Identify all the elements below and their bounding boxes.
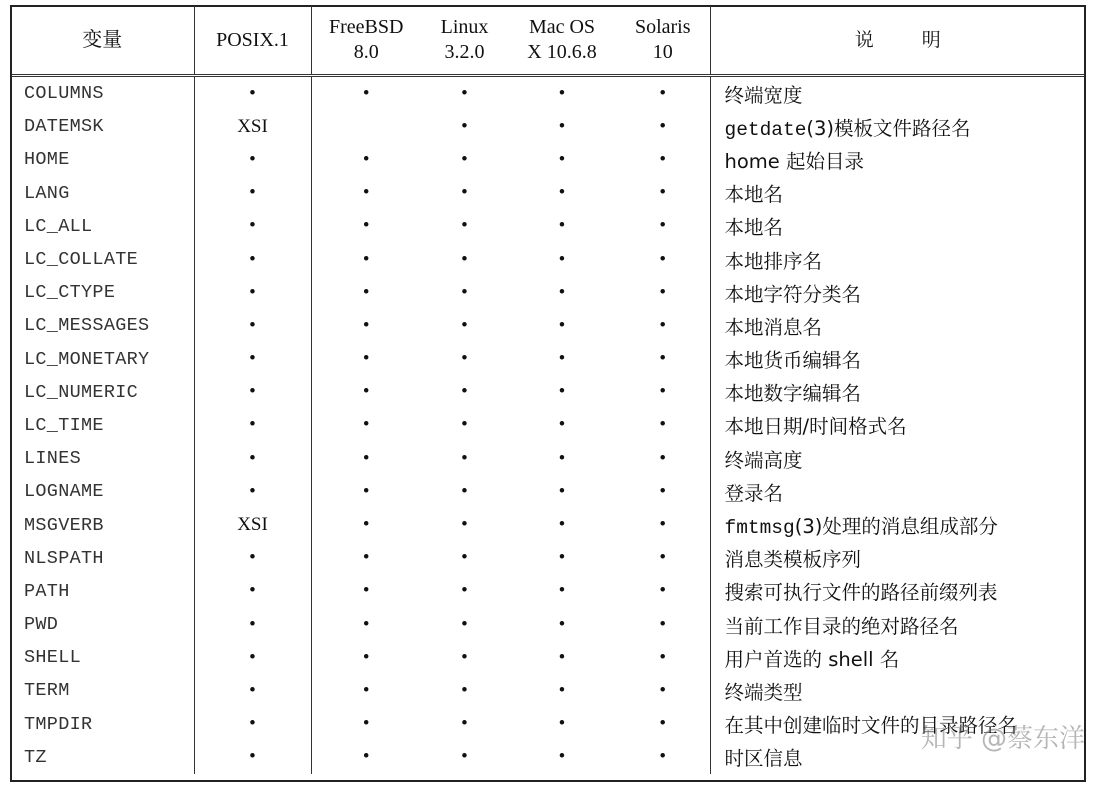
- variable-name: LINES: [24, 448, 82, 470]
- table-row: [11, 376, 1085, 409]
- freebsd-support: •: [311, 376, 421, 409]
- posix-support: •: [194, 309, 311, 342]
- description: 终端高度: [710, 442, 1085, 475]
- variable-name: LC_MESSAGES: [24, 315, 150, 337]
- freebsd-support: •: [311, 276, 421, 309]
- function-name: fmtmsg: [724, 517, 795, 540]
- freebsd-support: •: [311, 76, 421, 111]
- watermark: 知乎 @蔡东洋: [920, 724, 1085, 754]
- freebsd-support: •: [311, 608, 421, 641]
- posix-support: •: [194, 409, 311, 442]
- solaris-support: •: [659, 82, 667, 104]
- variable-name: LC_ALL: [24, 215, 93, 237]
- description: 搜索可执行文件的路径前缀列表: [710, 575, 1085, 608]
- variable-name: HOME: [24, 149, 70, 171]
- description: [710, 508, 1085, 541]
- freebsd-support: •: [311, 708, 421, 741]
- freebsd-support: •: [311, 143, 421, 176]
- macos-support: •: [558, 148, 566, 170]
- linux-support: •: [461, 514, 468, 536]
- variable-name: DATEMSK: [24, 116, 104, 138]
- solaris-support: •: [659, 447, 667, 469]
- solaris-support: •: [659, 679, 667, 701]
- linux-support: •: [461, 679, 468, 701]
- linux-support: •: [461, 314, 468, 336]
- table-row: [11, 177, 1085, 210]
- header-linux: Linux 3.2.0: [421, 6, 508, 76]
- freebsd-support: •: [311, 309, 421, 342]
- freebsd-support: •: [311, 575, 421, 608]
- header-freebsd: FreeBSD 8.0: [311, 6, 421, 76]
- linux-support: •: [461, 547, 468, 569]
- posix-support: •: [194, 475, 311, 508]
- solaris-support: •: [659, 713, 667, 735]
- header-variable: 变量: [11, 6, 194, 76]
- header-row: [11, 6, 1085, 76]
- variable-name: LOGNAME: [24, 481, 104, 503]
- macos-support: •: [558, 82, 566, 104]
- table-row: [11, 276, 1085, 309]
- linux-support: •: [461, 82, 468, 104]
- solaris-support: •: [659, 547, 667, 569]
- posix-support: •: [194, 608, 311, 641]
- variable-name: TZ: [24, 746, 47, 768]
- description: home 起始目录: [710, 143, 1085, 176]
- table-row: [11, 210, 1085, 243]
- macos-support: •: [558, 613, 566, 635]
- description: [710, 110, 1085, 143]
- header-solaris: Solaris 10: [616, 6, 710, 76]
- description: 当前工作目录的绝对路径名: [710, 608, 1085, 641]
- description: 本地消息名: [710, 309, 1085, 342]
- solaris-support: •: [659, 613, 667, 635]
- linux-support: •: [461, 414, 468, 436]
- freebsd-support: •: [311, 741, 421, 774]
- table-row: [11, 508, 1085, 541]
- table-row: [11, 641, 1085, 674]
- posix-support: •: [194, 76, 311, 111]
- linux-support: •: [461, 646, 468, 668]
- solaris-support: •: [659, 314, 667, 336]
- variable-name: LC_TIME: [24, 414, 104, 436]
- posix-support: •: [194, 542, 311, 575]
- macos-support: •: [558, 646, 566, 668]
- solaris-support: •: [659, 248, 667, 270]
- linux-support: •: [461, 713, 468, 735]
- macos-support: •: [558, 447, 566, 469]
- variable-name: NLSPATH: [24, 547, 104, 569]
- freebsd-support: •: [311, 674, 421, 707]
- description: 在其中创建临时文件的目录路径名: [710, 708, 1085, 741]
- linux-support: •: [461, 613, 468, 635]
- table-row: [11, 110, 1085, 143]
- freebsd-support: [311, 110, 421, 143]
- freebsd-support: •: [311, 475, 421, 508]
- header-description: 说明: [710, 6, 1085, 76]
- macos-support: •: [558, 713, 566, 735]
- macos-support: •: [558, 580, 566, 602]
- description: 本地名: [710, 210, 1085, 243]
- macos-support: •: [558, 414, 566, 436]
- linux-support: •: [461, 115, 468, 137]
- variable-name: PWD: [24, 614, 59, 636]
- freebsd-support: •: [311, 210, 421, 243]
- solaris-support: •: [659, 182, 667, 204]
- macos-support: •: [558, 480, 566, 502]
- table-row: [11, 442, 1085, 475]
- freebsd-support: •: [311, 542, 421, 575]
- description: 终端类型: [710, 674, 1085, 707]
- table-row: [11, 475, 1085, 508]
- linux-support: •: [461, 182, 468, 204]
- description: 本地字符分类名: [710, 276, 1085, 309]
- freebsd-support: •: [311, 641, 421, 674]
- variable-name: LC_COLLATE: [24, 249, 139, 271]
- variable-name: LC_MONETARY: [24, 348, 150, 370]
- variable-name: SHELL: [24, 647, 82, 669]
- linux-support: •: [461, 746, 468, 768]
- description: 本地数字编辑名: [710, 376, 1085, 409]
- macos-support: •: [558, 314, 566, 336]
- table-row: [11, 575, 1085, 608]
- description: 消息类模板序列: [710, 542, 1085, 575]
- freebsd-support: •: [311, 243, 421, 276]
- table-row: [11, 674, 1085, 707]
- solaris-support: •: [659, 148, 667, 170]
- description: 用户首选的 shell 名: [710, 641, 1085, 674]
- description: 终端宽度: [710, 76, 1085, 111]
- macos-support: •: [558, 381, 566, 403]
- posix-support: •: [194, 143, 311, 176]
- freebsd-support: •: [311, 442, 421, 475]
- linux-support: •: [461, 480, 468, 502]
- linux-support: •: [461, 580, 468, 602]
- macos-support: •: [558, 182, 566, 204]
- posix-support: •: [194, 343, 311, 376]
- posix-support: •: [194, 641, 311, 674]
- macos-support: •: [558, 514, 566, 536]
- table-row: [11, 343, 1085, 376]
- solaris-support: •: [659, 381, 667, 403]
- table-row: [11, 409, 1085, 442]
- solaris-support: •: [659, 348, 667, 370]
- posix-support: XSI: [194, 508, 311, 541]
- table-row: [11, 76, 1085, 111]
- posix-support: •: [194, 210, 311, 243]
- table-row: [11, 243, 1085, 276]
- solaris-support: •: [659, 580, 667, 602]
- description-text: (3)处理的消息组成部分: [794, 515, 998, 539]
- variable-name: PATH: [24, 580, 70, 602]
- linux-support: •: [461, 215, 468, 237]
- freebsd-support: •: [311, 343, 421, 376]
- variable-name: LC_CTYPE: [24, 282, 116, 304]
- macos-support: •: [558, 248, 566, 270]
- macos-support: •: [558, 746, 566, 768]
- solaris-support: •: [659, 514, 667, 536]
- solaris-support: •: [659, 414, 667, 436]
- description: 本地货币编辑名: [710, 343, 1085, 376]
- linux-support: •: [461, 348, 468, 370]
- solaris-support: •: [659, 215, 667, 237]
- table-row: [11, 542, 1085, 575]
- macos-support: •: [558, 215, 566, 237]
- variable-name: TERM: [24, 680, 70, 702]
- posix-support: •: [194, 376, 311, 409]
- posix-support: •: [194, 708, 311, 741]
- macos-support: •: [558, 115, 566, 137]
- table-row: [11, 608, 1085, 641]
- solaris-support: •: [659, 281, 667, 303]
- variable-name: TMPDIR: [24, 713, 93, 735]
- description: 本地日期/时间格式名: [710, 409, 1085, 442]
- linux-support: •: [461, 148, 468, 170]
- solaris-support: •: [659, 115, 667, 137]
- freebsd-support: •: [311, 177, 421, 210]
- description: 本地名: [710, 177, 1085, 210]
- header-posix: POSIX.1: [194, 6, 311, 76]
- macos-support: •: [558, 547, 566, 569]
- posix-support: •: [194, 243, 311, 276]
- solaris-support: •: [659, 746, 667, 768]
- env-variables-table: [11, 6, 1085, 774]
- table-row: [11, 309, 1085, 342]
- description: 本地排序名: [710, 243, 1085, 276]
- posix-support: •: [194, 575, 311, 608]
- description-text: (3)模板文件路径名: [806, 116, 971, 140]
- solaris-support: •: [659, 480, 667, 502]
- solaris-support: •: [659, 646, 667, 668]
- linux-support: •: [461, 381, 468, 403]
- macos-support: •: [558, 348, 566, 370]
- description: 登录名: [710, 475, 1085, 508]
- freebsd-support: •: [311, 409, 421, 442]
- posix-support: •: [194, 276, 311, 309]
- linux-support: •: [461, 447, 468, 469]
- header-macos: Mac OS X 10.6.8: [508, 6, 616, 76]
- function-name: getdate: [724, 118, 807, 141]
- description: 时区信息: [710, 741, 1085, 774]
- posix-support: •: [194, 741, 311, 774]
- macos-support: •: [558, 679, 566, 701]
- variable-name: COLUMNS: [24, 83, 104, 105]
- variable-name: LC_NUMERIC: [24, 381, 139, 403]
- linux-support: •: [461, 248, 468, 270]
- posix-support: •: [194, 177, 311, 210]
- variable-name: MSGVERB: [24, 514, 104, 536]
- posix-support: XSI: [194, 110, 311, 143]
- posix-support: •: [194, 442, 311, 475]
- macos-support: •: [558, 281, 566, 303]
- posix-support: •: [194, 674, 311, 707]
- linux-support: •: [461, 281, 468, 303]
- freebsd-support: •: [311, 508, 421, 541]
- variable-name: LANG: [24, 182, 70, 204]
- table-row: [11, 143, 1085, 176]
